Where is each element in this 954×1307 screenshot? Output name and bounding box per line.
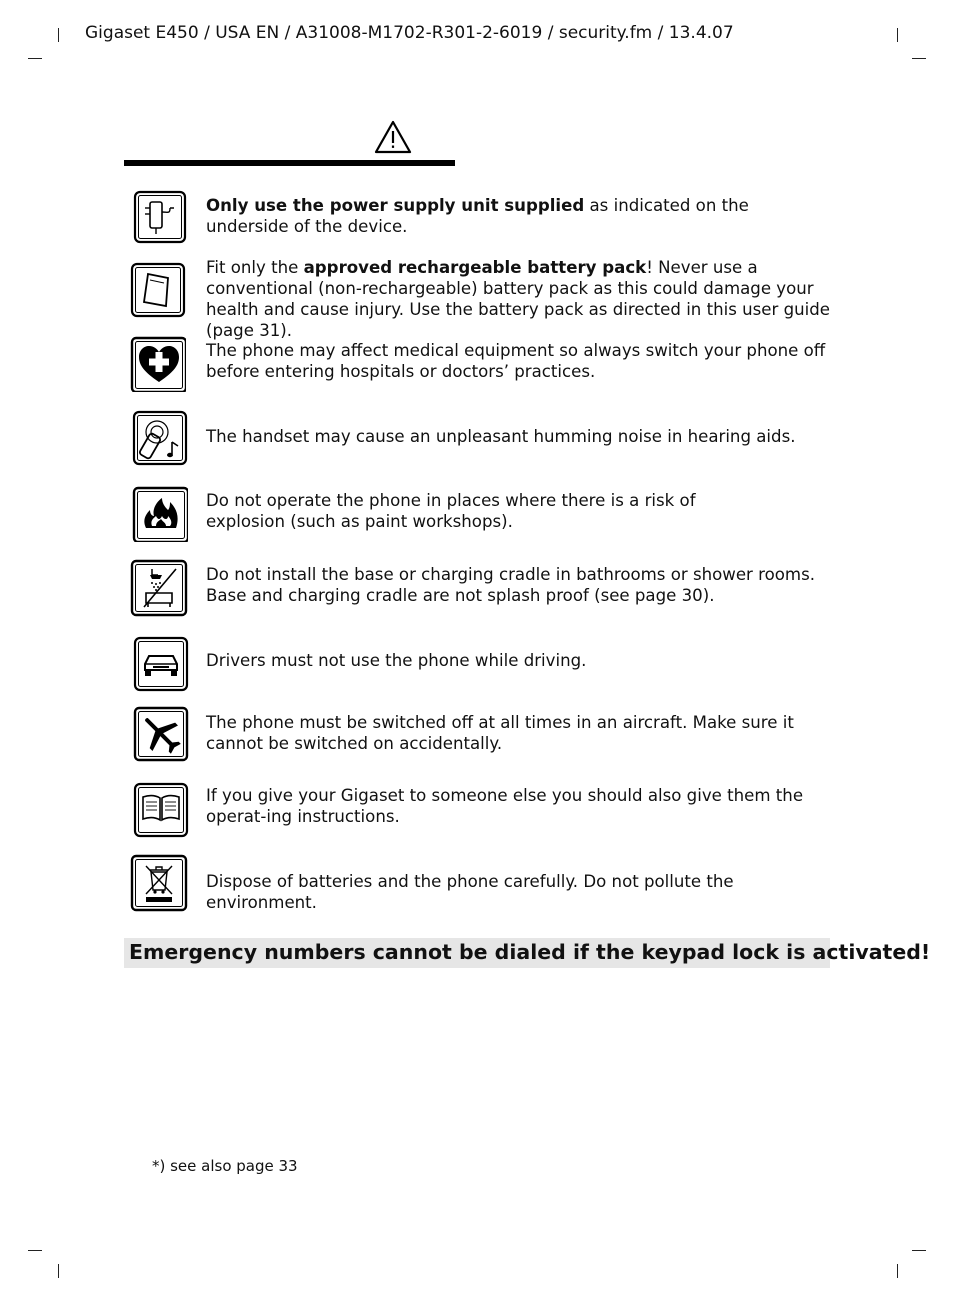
safety-text: The phone may affect medical equipment so always switch your phone off before entering hospitals or doctors’ practices. [206, 341, 826, 381]
emphasis: approved rechargeable battery pack [303, 258, 647, 277]
crop-mark [28, 58, 42, 59]
safety-item [130, 258, 831, 340]
emphasis: Only use the power supply unit supplied [206, 196, 585, 215]
safety-text: Fit only the approved rechargeable battery pack! Never use a conventional (non-rechargeable) battery pack as this could damage your health and cause injury. Use the battery pack as directed in this user guide (page 31). [206, 258, 831, 340]
crop-mark [58, 1264, 59, 1278]
footnote: *) see also page 33 [152, 1157, 298, 1175]
safety-text: If you give your Gigaset to someone else you should also give them the operat-ing instructions. [206, 786, 804, 826]
safety-text: Do not operate the phone in places where there is a risk of explosion (such as paint workshops). [206, 491, 696, 531]
crop-mark [28, 1250, 42, 1251]
safety-item [130, 706, 830, 762]
safety-item [130, 636, 830, 692]
crossed-bin-icon [130, 854, 186, 910]
medical-heart-icon [130, 336, 186, 392]
airplane-icon [133, 706, 189, 762]
safety-text: Drivers must not use the phone while driving. [206, 651, 587, 670]
section-rule [124, 160, 455, 166]
safety-text: The handset may cause an unpleasant humming noise in hearing aids. [206, 427, 796, 446]
emergency-notice [124, 938, 931, 968]
safety-item [130, 410, 830, 466]
power-supply-icon [133, 190, 189, 246]
crop-mark [912, 1250, 926, 1251]
safety-item [130, 336, 830, 392]
page-header: Gigaset E450 / USA EN / A31008-M1702-R301-2-6019 / security.fm / 13.4.07 [85, 23, 734, 43]
safety-item [130, 486, 830, 542]
battery-pack-icon [130, 262, 186, 318]
safety-item [130, 190, 830, 246]
crop-mark [912, 58, 926, 59]
crop-mark [897, 28, 898, 42]
safety-text: Dispose of batteries and the phone carefully. Do not pollute the environment. [206, 872, 734, 912]
crop-mark [897, 1264, 898, 1278]
safety-item [130, 854, 830, 912]
safety-item [130, 559, 830, 615]
car-icon [133, 636, 189, 692]
safety-text: Only use the power supply unit supplied as indicated on the underside of the device. [206, 196, 749, 236]
safety-text: Do not install the base or charging cradle in bathrooms or shower rooms. Base and charging cradle are not splash proof (see page 30). [206, 565, 815, 605]
crop-mark [58, 28, 59, 42]
emergency-text: Emergency numbers cannot be dialed if the keypad lock is activated! [129, 940, 931, 964]
open-book-icon [133, 782, 189, 838]
safety-text: The phone must be switched off at all times in an aircraft. Make sure it cannot be switched on accidentally. [206, 713, 794, 753]
explosion-fire-icon [132, 486, 188, 542]
hearing-aid-icon [132, 410, 188, 466]
warning-triangle-icon [374, 120, 412, 154]
safety-item [130, 782, 830, 838]
no-shower-icon [130, 559, 186, 615]
